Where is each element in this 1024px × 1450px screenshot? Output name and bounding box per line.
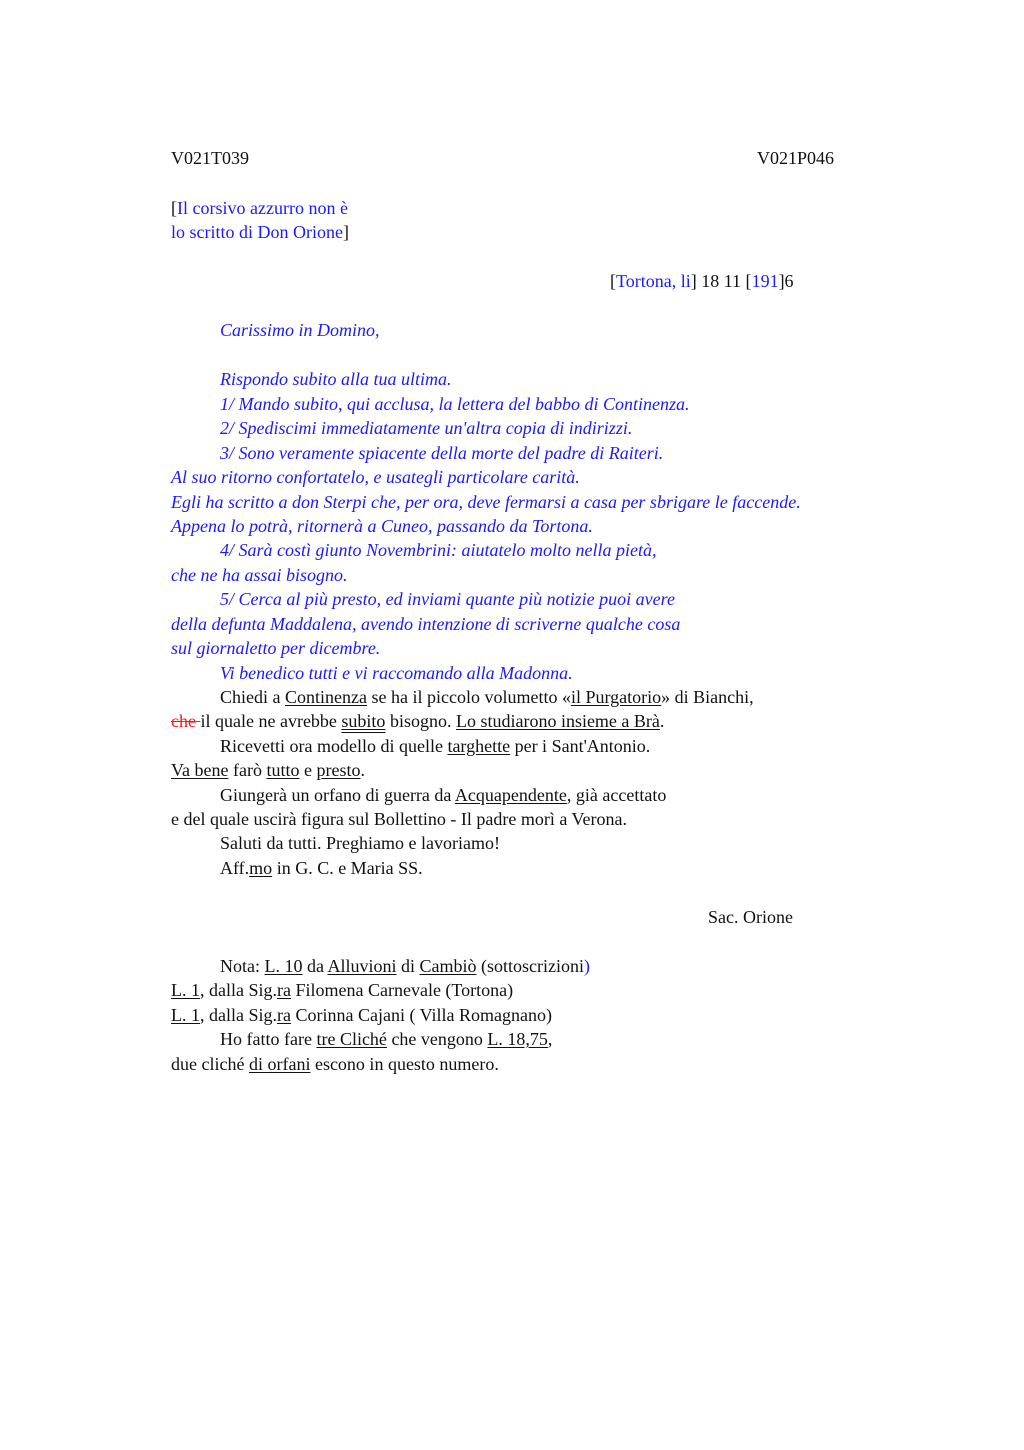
letter-line: 1/ Mando subito, qui acclusa, la lettera del babbo di Continenza.	[220, 394, 690, 414]
note-line: Ho fatto fare tre Cliché che vengono L. 18,75,	[220, 1029, 553, 1049]
letter-line: che ne ha assai bisogno.	[171, 565, 348, 585]
note-line: due cliché di orfani escono in questo numero.	[171, 1054, 499, 1074]
document-code-right: V021P046	[757, 148, 835, 168]
letter-line: Ricevetti ora modello di quelle targhette per i Sant'Antonio.	[220, 736, 651, 756]
letter-line: Va bene farò tutto e presto.	[171, 760, 365, 780]
letter-line: che il quale ne avrebbe subito bisogno. Lo studiarono insieme a Brà.	[171, 711, 665, 731]
letter-line: Appena lo potrà, ritornerà a Cuneo, passando da Tortona.	[171, 516, 593, 536]
letter-line: sul giornaletto per dicembre.	[171, 638, 381, 658]
letter-line: 4/ Sarà costì giunto Novembrini: aiutatelo molto nella pietà,	[220, 540, 657, 560]
letter-line: Vi benedico tutti e vi raccomando alla Madonna.	[220, 663, 573, 683]
dateline: [Tortona, li] 18 11 [191]6	[610, 271, 794, 291]
salutation: Carissimo in Domino,	[220, 320, 380, 340]
letter-line: Rispondo subito alla tua ultima.	[220, 369, 452, 389]
note-line: Nota: L. 10 da Alluvioni di Cambiò (sottoscrizioni)	[220, 956, 591, 976]
letter-line: Egli ha scritto a don Sterpi che, per ora, deve fermarsi a casa per sbrigare le faccende.	[171, 492, 801, 512]
letter-line: Chiedi a Continenza se ha il piccolo volumetto «il Purgatorio» di Bianchi,	[220, 687, 754, 707]
letter-line: 3/ Sono veramente spiacente della morte del padre di Raiteri.	[220, 443, 664, 463]
editor-note-line-2: lo scritto di Don Orione]	[171, 222, 349, 242]
document-code-left: V021T039	[171, 148, 249, 168]
signature: Sac. Orione	[708, 907, 793, 927]
note-line: L. 1, dalla Sig.ra Filomena Carnevale (Tortona)	[171, 980, 514, 1000]
letter-line: 2/ Spediscimi immediatamente un'altra copia di indirizzi.	[220, 418, 633, 438]
letter-line: Al suo ritorno confortatelo, e usategli particolare carità.	[171, 467, 580, 487]
letter-line: 5/ Cerca al più presto, ed inviami quante più notizie puoi avere	[220, 589, 675, 609]
struck-word: che	[171, 711, 201, 731]
editor-note-line-1: [Il corsivo azzurro non è	[171, 198, 348, 218]
letter-line: e del quale uscirà figura sul Bollettino - Il padre morì a Verona.	[171, 809, 628, 829]
letter-line: Saluti da tutti. Preghiamo e lavoriamo!	[220, 833, 500, 853]
note-line: L. 1, dalla Sig.ra Corinna Cajani ( Villa Romagnano)	[171, 1005, 553, 1025]
closing: Aff.mo in G. C. e Maria SS.	[220, 858, 423, 878]
letter-line: della defunta Maddalena, avendo intenzione di scriverne qualche cosa	[171, 614, 681, 634]
letter-line: Giungerà un orfano di guerra da Acquapendente, già accettato	[220, 785, 667, 805]
